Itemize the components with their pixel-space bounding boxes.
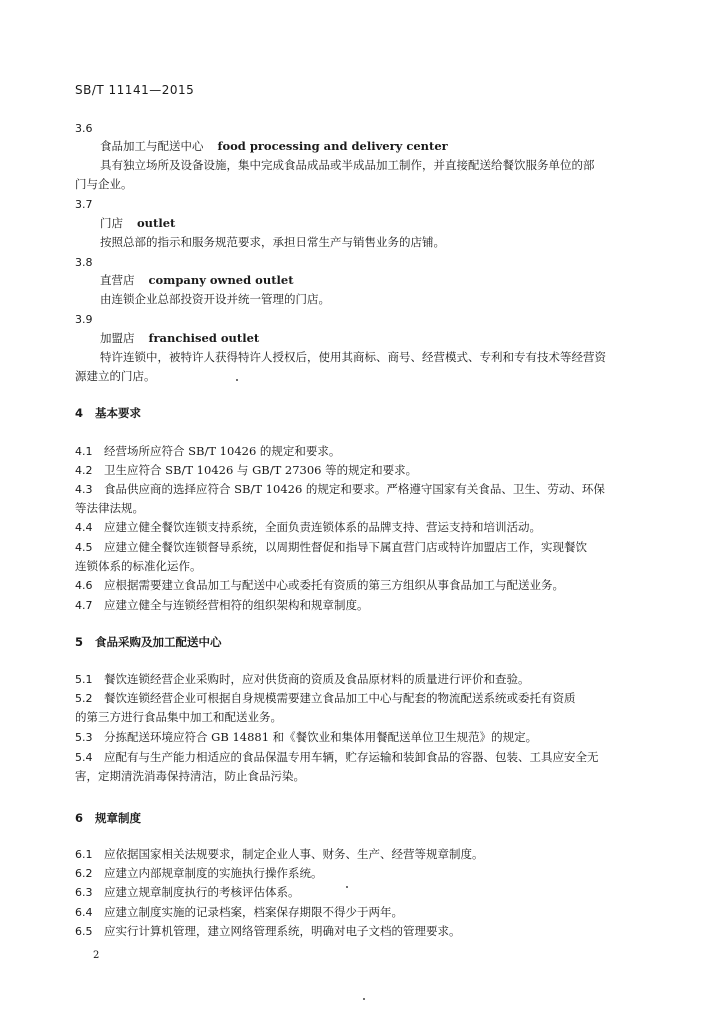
clause-text: 分拣配送环境应符合 GB 14881 和《餐饮业和集体用餐配送单位卫生规范》的规定。: [104, 730, 538, 744]
section-number: 6: [75, 811, 84, 825]
clause-number: 4.1: [75, 445, 93, 458]
term-definition-cont: 源建立的门店。: [75, 369, 156, 383]
clause-text: 应根据需要建立食品加工与配送中心或委托有资质的第三方组织从事食品加工与配送业务。: [104, 578, 564, 592]
clause-number: 4.7: [75, 599, 93, 612]
clause-number: 4.4: [75, 521, 93, 534]
clause-number: 6.4: [75, 906, 93, 919]
term-number: 3.7: [75, 198, 93, 211]
term-en: outlet: [137, 216, 176, 230]
term-number: 3.8: [75, 256, 93, 269]
term-title: [100, 273, 294, 287]
clause-text-cont: 的第三方进行食品集中加工和配送业务。: [75, 710, 282, 724]
term-definition: 按照总部的指示和服务规范要求，承担日常生产与销售业务的店铺。: [100, 235, 445, 249]
term-title: [100, 216, 175, 230]
section-title: 食品采购及加工配送中心: [95, 635, 222, 649]
page-number: 2: [93, 950, 100, 961]
clause-text: 餐饮连锁经营企业可根据自身规模需要建立食品加工中心与配套的物流配送系统或委托有资质: [104, 691, 576, 705]
section-number: 5: [75, 635, 84, 649]
clause-number: 6.3: [75, 886, 93, 899]
clause-text-cont: 连锁体系的标准化运作。: [75, 559, 202, 573]
term-definition-cont: 门与企业。: [75, 177, 133, 191]
term-zh: 直营店: [100, 273, 135, 287]
clause-number: 4.3: [75, 483, 93, 496]
scan-speck: [346, 886, 348, 888]
term-zh: 加盟店: [100, 331, 135, 345]
term-definition: 具有独立场所及设备设施，集中完成食品成品或半成品加工制作，并直接配送给餐饮服务单位的部: [100, 158, 595, 172]
clause-number: 6.2: [75, 867, 93, 880]
clause-text: 餐饮连锁经营企业采购时，应对供货商的资质及食品原材料的质量进行评价和查验。: [104, 672, 530, 686]
clause-text: 应建立健全餐饮连锁督导系统，以周期性督促和指导下属直营门店或特许加盟店工作，实现餐饮: [104, 540, 587, 554]
clause-text: 应建立内部规章制度的实施执行操作系统。: [104, 866, 323, 880]
clause-text-cont: 害，定期清洗消毒保持清洁，防止食品污染。: [75, 769, 305, 783]
scan-speck: [363, 998, 365, 1000]
term-number: 3.9: [75, 313, 93, 326]
clause-number: 6.1: [75, 848, 93, 861]
section-title: 基本要求: [95, 406, 142, 420]
term-zh: 门店: [100, 216, 123, 230]
clause-text: 应建立制度实施的记录档案，档案保存期限不得少于两年。: [104, 905, 403, 919]
section-heading: [75, 405, 141, 421]
standard-header: SB/T 11141—2015: [75, 83, 195, 97]
term-title: [100, 331, 259, 345]
term-number: 3.6: [75, 122, 93, 135]
clause-text-cont: 等法律法规。: [75, 501, 144, 515]
clause-number: 4.2: [75, 464, 93, 477]
term-en: food processing and delivery center: [217, 139, 448, 153]
clause-text: 应建立规章制度执行的考核评估体系。: [104, 885, 300, 899]
clause-number: 5.2: [75, 692, 93, 705]
clause-text: 应配有与生产能力相适应的食品保温专用车辆，贮存运输和装卸食品的容器、包装、工具应安全无: [104, 750, 599, 764]
term-zh: 食品加工与配送中心: [100, 139, 204, 153]
term-en: company owned outlet: [148, 273, 294, 287]
scan-speck: [236, 379, 238, 381]
clause-text: 食品供应商的选择应符合 SB/T 10426 的规定和要求。严格遵守国家有关食品、卫生、劳动、环保: [104, 482, 605, 496]
term-title: [100, 139, 448, 153]
term-definition: 由连锁企业总部投资开设并统一管理的门店。: [100, 292, 330, 306]
section-title: 规章制度: [95, 811, 142, 825]
clause-text: 应实行计算机管理，建立网络管理系统，明确对电子文档的管理要求。: [104, 924, 461, 938]
section-heading: [75, 810, 141, 826]
clause-text: 应建立健全餐饮连锁支持系统，全面负责连锁体系的品牌支持、营运支持和培训活动。: [104, 520, 541, 534]
clause-number: 5.1: [75, 673, 93, 686]
clause-number: 6.5: [75, 925, 93, 938]
clause-number: 5.3: [75, 731, 93, 744]
section-number: 4: [75, 406, 84, 420]
term-definition: 特许连锁中，被特许人获得特许人授权后，使用其商标、商号、经营模式、专利和专有技术等经营资: [100, 350, 606, 364]
clause-text: 应依据国家相关法规要求，制定企业人事、财务、生产、经营等规章制度。: [104, 847, 484, 861]
clause-number: 5.4: [75, 751, 93, 764]
clause-text: 经营场所应符合 SB/T 10426 的规定和要求。: [104, 444, 341, 458]
term-en: franchised outlet: [148, 331, 260, 345]
clause-number: 4.6: [75, 579, 93, 592]
clause-text: 卫生应符合 SB/T 10426 与 GB/T 27306 等的规定和要求。: [104, 463, 418, 477]
section-heading: [75, 634, 222, 650]
clause-text: 应建立健全与连锁经营相符的组织架构和规章制度。: [104, 598, 369, 612]
clause-number: 4.5: [75, 541, 93, 554]
